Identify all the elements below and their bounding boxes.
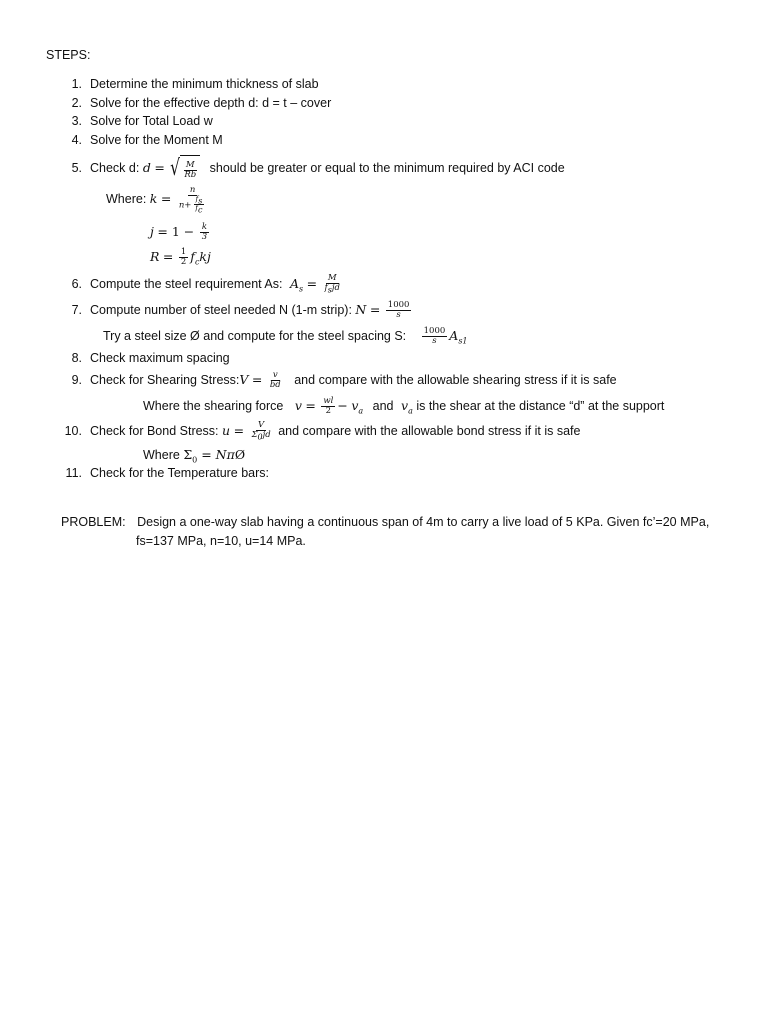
step-5 bbox=[62, 155, 565, 183]
as-formula: $A_s$ = $\frac{M}{f_sjd}$ bbox=[289, 273, 340, 296]
d-formula: d = √ $\frac{M}{Rb}$ bbox=[143, 161, 204, 175]
where-label: Where: bbox=[106, 192, 147, 207]
step-3 bbox=[62, 114, 213, 129]
va-symbol: $v_a$ bbox=[401, 398, 413, 416]
where-k-line bbox=[106, 186, 211, 214]
step-number: 2. bbox=[71, 96, 82, 110]
step-9 bbox=[62, 368, 617, 392]
step-11 bbox=[62, 466, 269, 481]
shear-force-formula: v = $\frac{wl}{2}$ − $v_a$ bbox=[294, 396, 364, 417]
step-text: Check for Shearing Stress: bbox=[90, 373, 240, 387]
step-number: 3. bbox=[71, 114, 82, 128]
step-number: 9. bbox=[71, 373, 82, 387]
bond-where-text: Where bbox=[143, 448, 180, 462]
bond-where-line bbox=[143, 447, 245, 468]
v-formula: V = $\frac{v}{bd}$ bbox=[239, 370, 281, 391]
step-number: 6. bbox=[71, 277, 82, 291]
step-text: Check maximum spacing bbox=[90, 351, 230, 365]
step-text-after: should be greater or equal to the minimum required by ACI code bbox=[209, 161, 565, 176]
step-8 bbox=[62, 351, 230, 366]
u-formula: u = $\frac{V}{\Sigma_0jd}$ bbox=[222, 420, 271, 443]
step-1 bbox=[62, 77, 319, 92]
step-text: Compute number of steel needed N (1-m strip): bbox=[90, 303, 352, 317]
problem-line-1 bbox=[61, 515, 709, 530]
step-text: Solve for Total Load w bbox=[90, 114, 213, 128]
try-steel-line bbox=[103, 324, 468, 354]
step-7 bbox=[62, 298, 413, 322]
step-4 bbox=[62, 133, 223, 148]
step-10 bbox=[62, 419, 580, 443]
step-text: Determine the minimum thickness of slab bbox=[90, 77, 319, 91]
n-formula: N = $\frac{1000}{s}$ bbox=[355, 300, 410, 321]
step-text: Check for Bond Stress: bbox=[90, 424, 219, 438]
problem-label: PROBLEM: bbox=[61, 515, 126, 529]
sigma-formula: $\Sigma_0$ = NπØ bbox=[183, 447, 246, 465]
step-text: Compute the steel requirement As: bbox=[90, 277, 283, 291]
shear-where-desc: is the shear at the distance “d” at the support bbox=[416, 399, 665, 413]
step-number: 5. bbox=[71, 161, 82, 175]
problem-line-2: fs=137 MPa, n=10, u=14 MPa. bbox=[136, 534, 306, 548]
step-number: 4. bbox=[71, 133, 82, 147]
k-formula: k = n n+ $\frac{f_s}{f_c}$ bbox=[149, 185, 203, 215]
s-formula: $\frac{1000}{s}$ $A_{s1}$ bbox=[423, 326, 468, 347]
r-formula: R = $\frac{1}{2}$ $f_ckj$ bbox=[150, 247, 211, 268]
step-text-after: and compare with the allowable shearing stress if it is safe bbox=[294, 373, 617, 387]
step-text: Check for the Temperature bars: bbox=[90, 466, 270, 480]
step-text: Solve for the Moment M bbox=[90, 133, 223, 147]
shear-where-text: Where the shearing force bbox=[143, 399, 284, 413]
step-text-after: and compare with the allowable bond stress if it is safe bbox=[278, 424, 581, 438]
step-text: Solve for the effective depth d: d = t – cover bbox=[90, 96, 332, 110]
try-text: Try a steel size Ø and compute for the steel spacing S: bbox=[103, 329, 407, 343]
step-2 bbox=[62, 96, 331, 111]
step-number: 1. bbox=[71, 77, 82, 91]
step-number: 10. bbox=[64, 424, 82, 438]
shear-and: and bbox=[372, 399, 394, 413]
step-number: 8. bbox=[71, 351, 82, 365]
j-formula: j = 1 − $\frac{k}{3}$ bbox=[150, 222, 208, 243]
step-number: 11. bbox=[65, 466, 82, 480]
problem-text: Design a one-way slab having a continuous span of 4m to carry a live load of 5 KPa. Given fc’=20 MPa, bbox=[137, 515, 710, 529]
step-text: Check d: bbox=[90, 161, 140, 176]
step-number: 7. bbox=[71, 303, 82, 317]
steps-heading: STEPS: bbox=[46, 48, 91, 62]
